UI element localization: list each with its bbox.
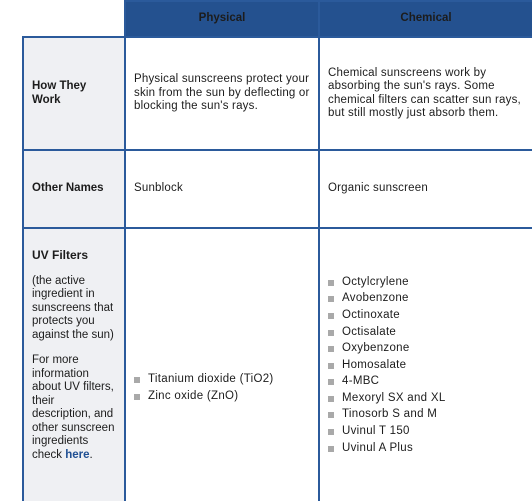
- filter-list-item: [328, 390, 524, 407]
- filter-name: Homosalate: [342, 358, 407, 371]
- filter-list-item: [328, 440, 524, 457]
- filter-list-item: [328, 324, 524, 341]
- physical-uv-filters: [125, 228, 319, 501]
- row-how-they-work: [23, 37, 532, 150]
- filter-list-item: [328, 274, 524, 291]
- filter-name: Octinoxate: [342, 308, 400, 321]
- filter-name: Oxybenzone: [342, 342, 410, 355]
- square-bullet-icon: [328, 280, 334, 286]
- filter-list-item: [328, 357, 524, 374]
- square-bullet-icon: [328, 363, 334, 369]
- row-header-how-they-work: How They Work: [23, 37, 125, 150]
- filter-name: Uvinul T 150: [342, 425, 410, 438]
- filter-list-item: [134, 371, 310, 388]
- filter-list-item: [328, 373, 524, 390]
- filter-name: Zinc oxide (ZnO): [148, 390, 239, 402]
- filter-name: Titanium dioxide (TiO2): [148, 373, 274, 386]
- filter-name: Tinosorb S and M: [342, 408, 438, 421]
- filter-name: 4-MBC: [342, 375, 380, 388]
- uv-filters-more-info: [32, 354, 116, 462]
- physical-other-names: Sunblock: [125, 150, 319, 228]
- filter-list-item: [328, 307, 524, 324]
- filter-list-item: [328, 340, 524, 357]
- column-header-physical: Physical: [125, 1, 319, 37]
- square-bullet-icon: [328, 412, 334, 418]
- uv-filters-title: UV Filters: [32, 248, 89, 262]
- chemical-other-names: Organic sunscreen: [319, 150, 532, 228]
- square-bullet-icon: [328, 396, 334, 402]
- sunscreen-comparison-table: [22, 0, 532, 501]
- filter-name: Avobenzone: [342, 292, 409, 305]
- more-info-suffix: .: [89, 448, 93, 461]
- corner-cell: [23, 1, 125, 37]
- square-bullet-icon: [328, 379, 334, 385]
- column-header-chemical: Chemical: [319, 1, 532, 37]
- square-bullet-icon: [328, 313, 334, 319]
- uv-filters-description: (the active ingredient in sunscreens that protects you against the sun): [32, 274, 114, 341]
- row-header-uv-filters: [23, 228, 125, 501]
- square-bullet-icon: [134, 394, 140, 400]
- chemical-how-they-work: Chemical sunscreens work by absorbing the sun's rays. Some chemical filters can scatter sun rays, but still mostly just absorb them.: [319, 37, 532, 150]
- filter-list-item: [328, 406, 524, 423]
- filter-list-item: [328, 290, 524, 307]
- square-bullet-icon: [134, 377, 140, 383]
- filter-name: Octisalate: [342, 325, 397, 338]
- row-uv-filters: [23, 228, 532, 501]
- chemical-uv-filters: [319, 228, 532, 501]
- filter-name: Mexoryl SX and XL: [342, 391, 446, 404]
- filter-name: Uvinul A Plus: [342, 441, 414, 454]
- square-bullet-icon: [328, 296, 334, 302]
- filter-name: Octylcrylene: [342, 275, 409, 288]
- square-bullet-icon: [328, 346, 334, 352]
- filter-list-item: [328, 423, 524, 440]
- physical-filter-list: [134, 325, 310, 404]
- more-info-text: For more information about UV filters, their description, and other sunscreen ingredients check: [32, 354, 115, 461]
- row-header-other-names: Other Names: [23, 150, 125, 228]
- here-link[interactable]: here: [65, 448, 90, 461]
- row-other-names: [23, 150, 532, 228]
- filter-list-item: [134, 388, 310, 405]
- square-bullet-icon: [328, 330, 334, 336]
- header-row: [23, 1, 532, 37]
- chemical-filter-list: [328, 274, 524, 457]
- physical-how-they-work: Physical sunscreens protect your skin from the sun by deflecting or blocking the sun's rays.: [125, 37, 319, 150]
- square-bullet-icon: [328, 446, 334, 452]
- square-bullet-icon: [328, 429, 334, 435]
